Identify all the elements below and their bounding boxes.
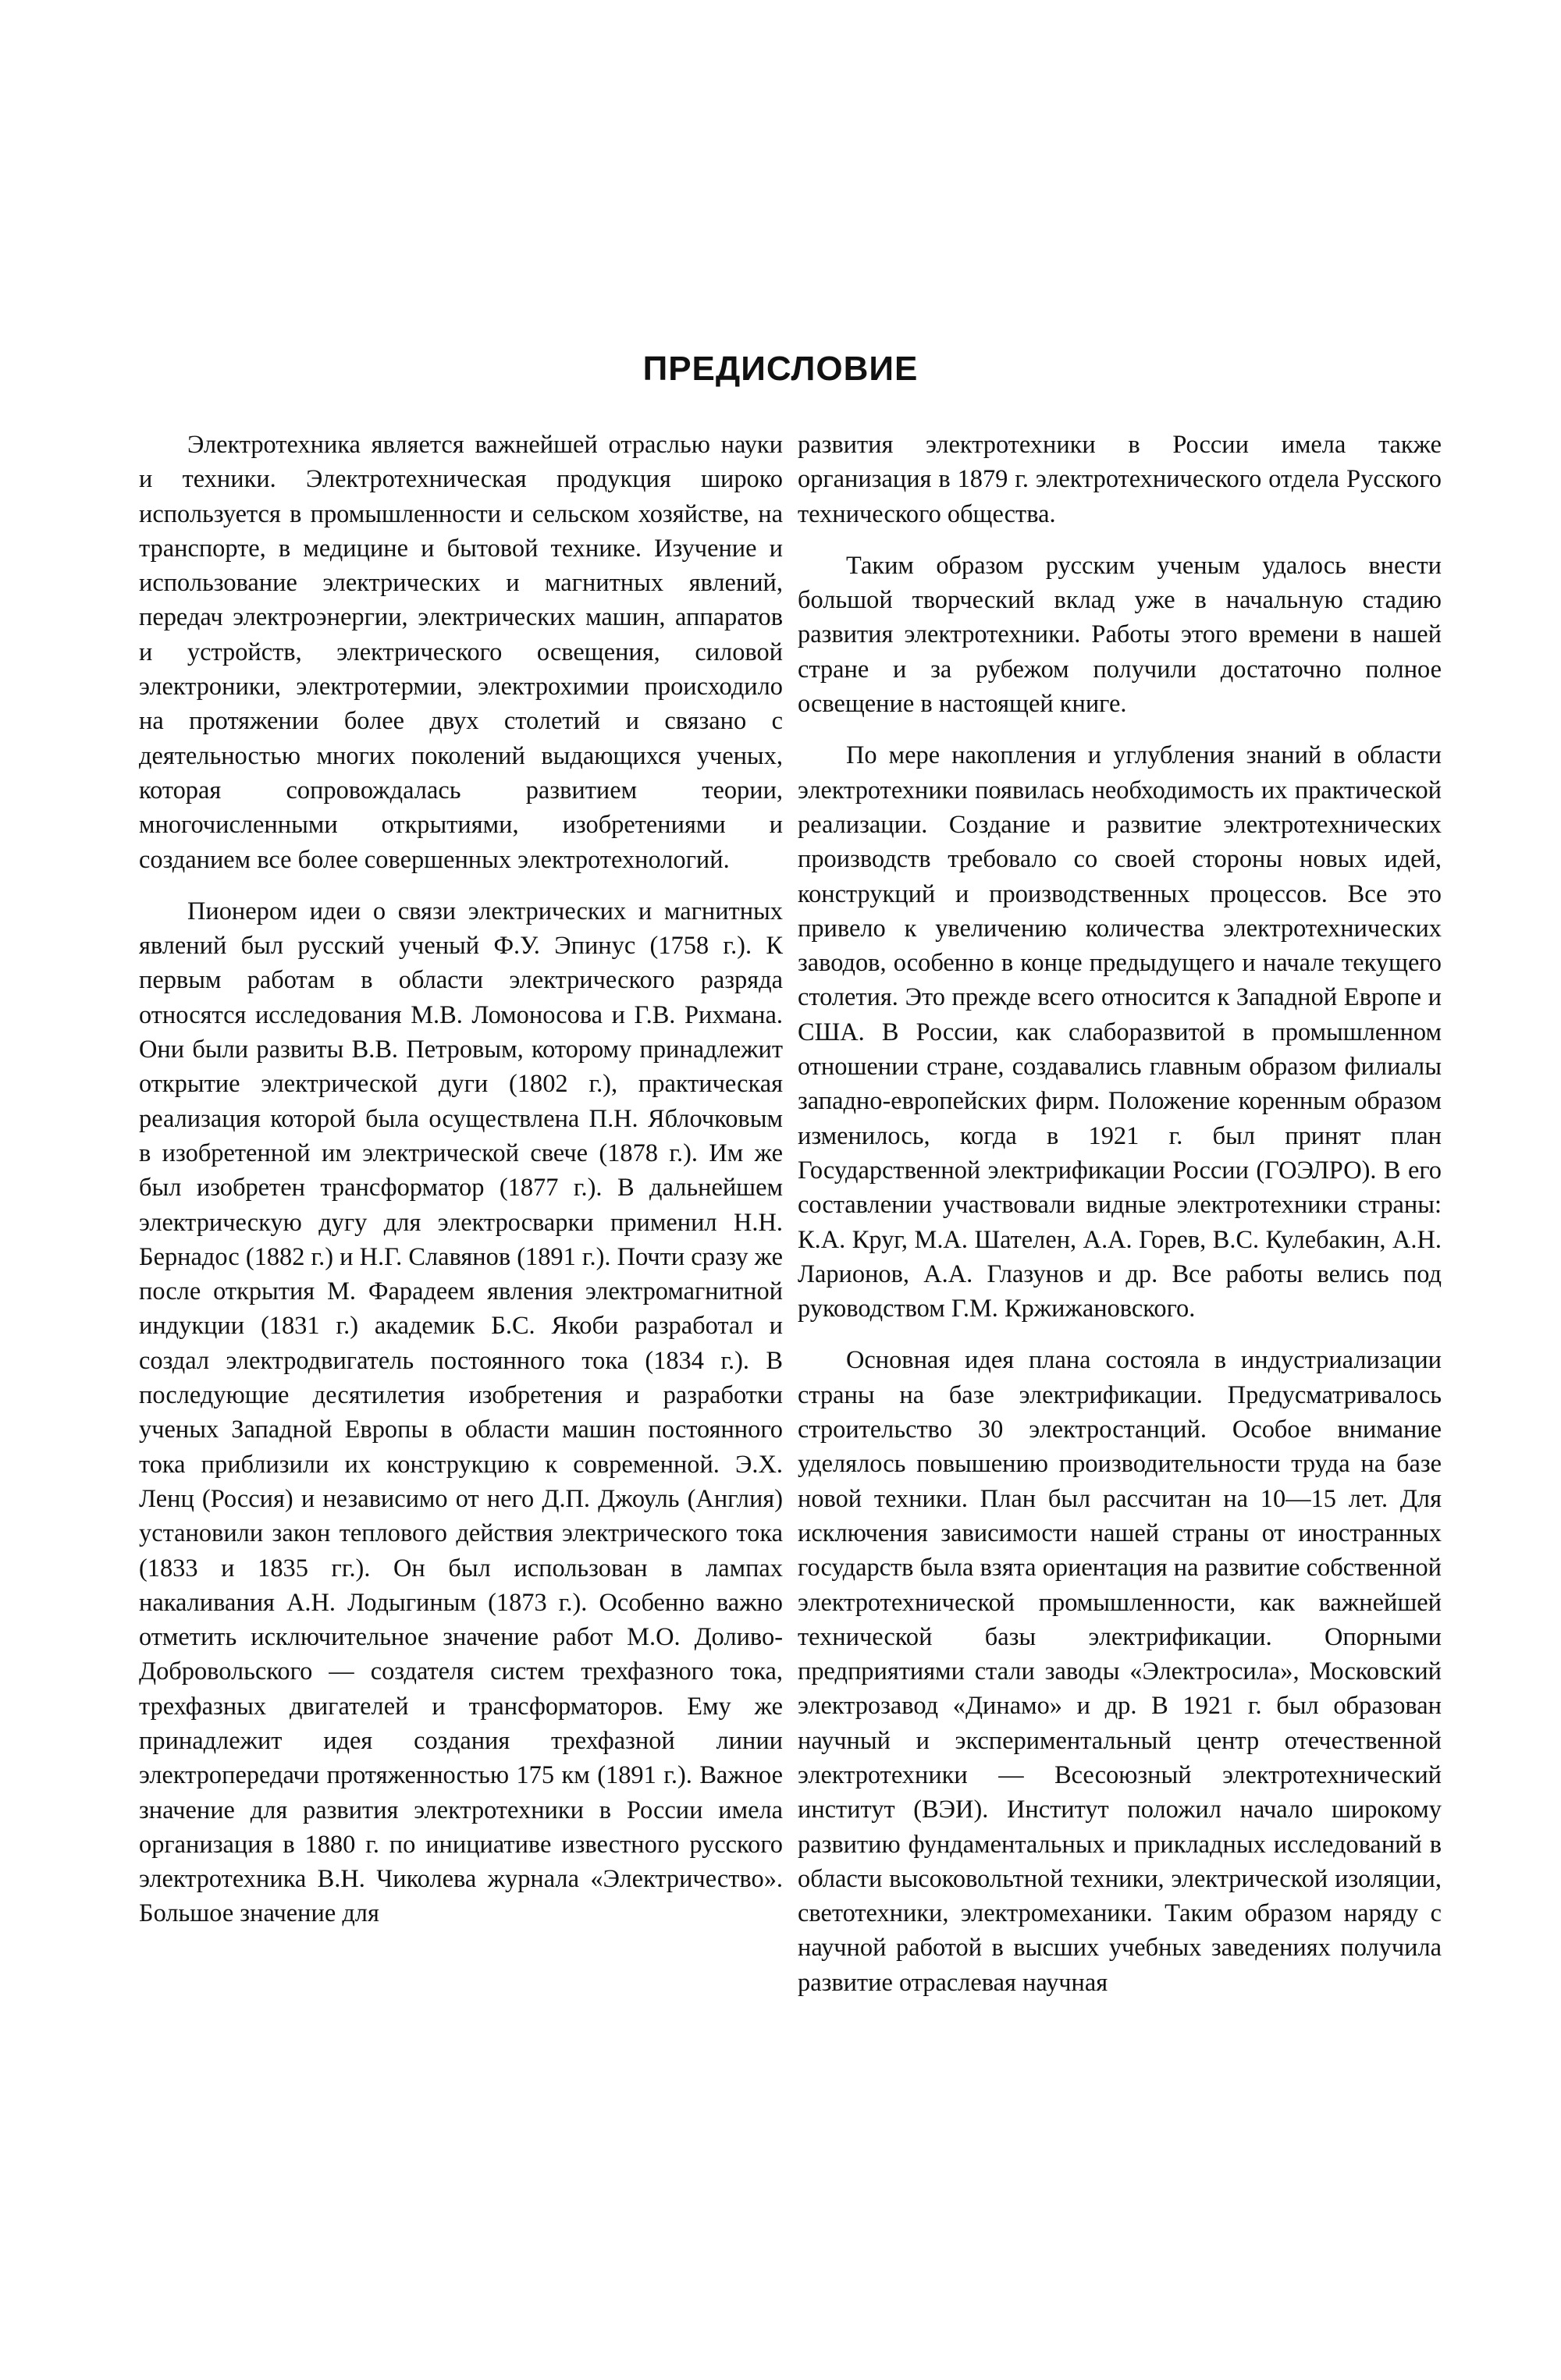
page-title: ПРЕДИСЛОВИЕ <box>642 350 919 388</box>
paragraph-history: Пионером идеи о связи электрических и магнитных явлений был русский ученый Ф.У. Эпинус (1758 г.). К первым работам в области электрического разряда относятся исследования М.В. Ломоносова и Г.В. Рихмана. Они были развиты В.В. Петровым, которому принадлежит открытие электрической дуги (1802 г.), практическая реализация которой была осуществлена П.Н. Яблочковым в изобретенной им электрической свече (1878 г.). Им же был изобретен трансформатор (1877 г.). В дальнейшем электрическую дугу для электросварки применил Н.Н. Бернадос (1882 г.) и Н.Г. Славянов (1891 г.). Почти сразу же после открытия М. Фарадеем явления электромагнитной индукции (1831 г.) академик Б.С. Якоби разработал и создал электродвигатель постоянного тока (1834 г.). В последующие десятилетия изобретения и разработки ученых Западной Европы в области машин постоянного тока приблизили их конструкцию к современной. Э.Х. Ленц (Россия) и независимо от него Д.П. Джоуль (Англия) установили закон теплового действия электрического тока (1833 и 1835 гг.). Он был использован в лампах накаливания А.Н. Лодыгиным (1873 г.). Особенно важно отметить исключительное значение работ М.О. Доливо-Добровольского — создателя систем трехфазного тока, трехфазных двигателей и трансформаторов. Ему же принадлежит идея создания трехфазной линии электропередачи протяженностью 175 км (1891 г.). Важное значение для развития электротехники в России имела организация в 1880 г. по инициативе известного русского электротехника В.Н. Чиколева журнала «Электричество». Большое значение для <box>139 897 783 1928</box>
paragraph-goelro-plan: Основная идея плана состояла в индустриализации страны на базе электрификации. Предусматривалось строительство 30 электростанций. Особое внимание уделялось повышению производительности труда на базе новой техники. План был рассчитан на 10—15 лет. Для исключения зависимости нашей страны от иностранных государств была взята ориентация на развитие собственной электротехнической промышленности, как важнейшей технической базы электрификации. Опорными предприятиями стали заводы «Электросила», Московский электрозавод «Динамо» и др. В 1921 г. был образован научный и экспериментальный центр отечественной электротехники — Всесоюзный электротехнический институт (ВЭИ). Институт положил начало широкому развитию фундаментальных и прикладных исследований в области высоковольтной техники, электрической изоляции, светотехники, электромеханики. Таким образом наряду с научной работой в высших учебных заведениях получила развитие отраслевая научная <box>798 1346 1442 1997</box>
left-column <box>139 428 783 1948</box>
paragraph-industry: По мере накопления и углубления знаний в области электротехники появилась необходимость их практической реализации. Создание и развитие электротехнических производств требовало со своей стороны новых идей, конструкций и производственных процессов. Все это привело к увеличению количества электротехнических заводов, особенно в конце предыдущего и начале текущего столетия. Это прежде всего относится к Западной Европе и США. В России, как слаборазвитой в промышленном отношении стране, создавались главным образом филиалы западно-европейских фирм. Положение коренным образом изменилось, когда в 1921 г. был принят план Государственной электрификации России (ГОЭЛРО). В его составлении участвовали видные электротехники страны: К.А. Круг, М.А. Шателен, А.А. Горев, В.С. Кулебакин, А.Н. Ларионов, А.А. Глазунов и др. Все работы велись под руководством Г.М. Кржижановского. <box>798 741 1442 1323</box>
paragraph-continuation: развития электротехники в России имела также организация в 1879 г. электротехнического отдела Русского технического общества. <box>798 431 1442 528</box>
right-column <box>798 428 1442 2017</box>
paragraph-intro: Электротехника является важнейшей отраслью науки и техники. Электротехническая продукция широко используется в промышленности и сельском хозяйстве, на транспорте, в медицине и бытовой технике. Изучение и использование электрических и магнитных явлений, передач электроэнергии, электрических машин, аппаратов и устройств, электрического освещения, силовой электроники, электротермии, электрохимии происходило на протяжении более двух столетий и связано с деятельностью многих поколений выдающихся ученых, которая сопровождалась развитием теории, многочисленными открытиями, изобретениями и созданием все более совершенных электротехнологий. <box>139 431 783 874</box>
paragraph-contribution: Таким образом русским ученым удалось внести большой творческий вклад уже в начальную стадию развития электротехники. Работы этого времени в нашей стране и за рубежом получили достаточно полное освещение в настоящей книге. <box>798 551 1442 719</box>
